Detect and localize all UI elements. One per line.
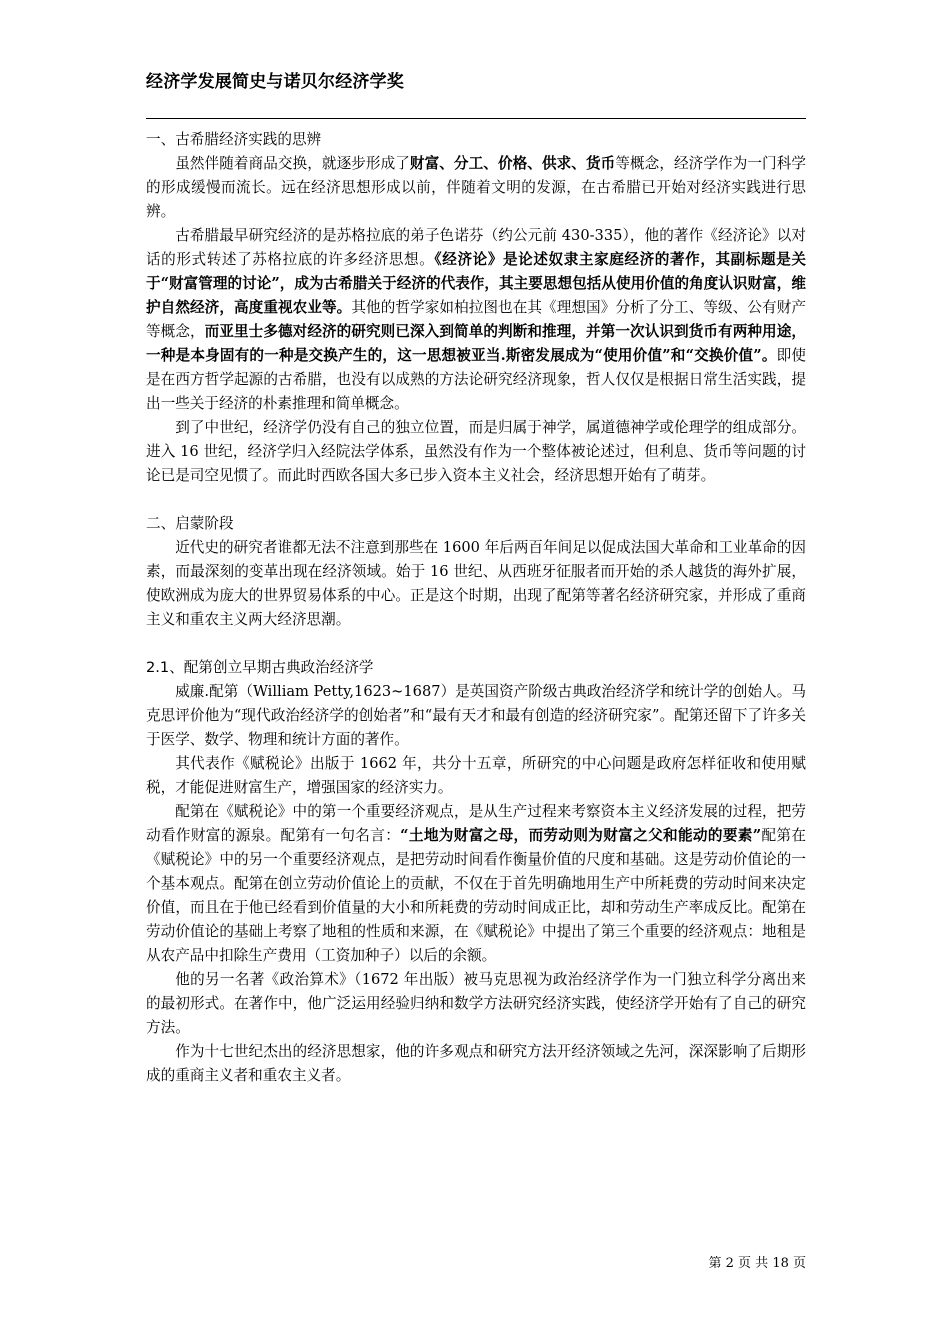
bold-aristotle: 而亚里士多德对经济的研究则已深入到简单的判断和推理，并第一次认识到货币有两种用途，一种是本身固有的一种是交换产生的，这一思想被亚当.斯密发展成为“使用价值”和“交换价值”。 xyxy=(146,323,806,364)
paragraph-petty-legacy: 作为十七世纪杰出的经济思想家，他的许多观点和研究方法开经济领域之先河，深深影响了后期形成的重商主义者和重农主义者。 xyxy=(146,1043,806,1084)
paragraph-middle-ages: 到了中世纪，经济学仍没有自己的独立位置，而是归属于神学，属道德神学或伦理学的组成部分。进入 16 世纪，经济学归入经院法学体系，虽然没有作为一个整体被论述过，但利息、货币等问题的讨论已是司空见惯了。而此时西欧各国大多已步入资本主义社会，经济思想开始有了萌芽。 xyxy=(146,419,806,484)
paragraph-labour-value: 配第在《赋税论》中的第一个重要经济观点，是从生产过程来考察资本主义经济发展的过程，把劳动看作财富的源泉。配第有一句名言：“土地为财富之母，而劳动则为财富之父和能动的要素”配第在《赋税论》中的另一个重要经济观点，是把劳动时间看作衡量价值的尺度和基础。这是劳动价值论的一个基本观点。配第在创立劳动价值论上的贡献，不仅在于首先明确地用生产中所耗费的劳动时间来决定价值，而且在于他已经看到价值量的大小和所耗费的劳动时间成正比，却和劳动生产率成反比。配第在劳动价值论的基础上考察了地租的性质和来源，在《赋税论》中提出了第三个重要的经济观点：地租是从农产品中扣除生产费用（工资加种子）以后的余额。 xyxy=(146,803,806,964)
paragraph-political-arithmetic: 他的另一名著《政治算术》（1672 年出版）被马克思视为政治经济学作为一门独立科学分离出来的最初形式。在著作中，他广泛运用经验归纳和数学方法研究经济实践，使经济学开始有了自己的研究方法。 xyxy=(146,971,806,1036)
bold-concepts: 财富、分工、价格、供求、货币 xyxy=(409,155,616,172)
document-body xyxy=(146,128,806,1088)
bold-petty-quote: “土地为财富之母，而劳动则为财富之父和能动的要素” xyxy=(400,827,762,844)
header-rule xyxy=(146,118,806,119)
section-heading-enlightenment: 二、启蒙阶段 xyxy=(146,515,234,532)
paragraph-enlightenment: 近代史的研究者谁都无法不注意到那些在 1600 年后两百年间足以促成法国大革命和工业革命的因素，而最深刻的变革出现在经济领域。始于 16 世纪、从西班牙征服者而开始的杀人越货的海外扩展，使欧洲成为庞大的世界贸易体系的中心。正是这个时期，出现了配第等著名经济研究家，并形成了重商主义和重农主义两大经济思潮。 xyxy=(146,539,806,628)
paragraph-treatise-taxes: 其代表作《赋税论》出版于 1662 年，共分十五章，所研究的中心问题是政府怎样征收和使用赋税，才能促进财富生产，增强国家的经济实力。 xyxy=(146,755,806,796)
page-number: 第 2 页 共 18 页 xyxy=(708,1256,806,1271)
bold-oeconomicus: 《经济论》是论述奴隶主家庭经济的著作，其副标题是关于“财富管理的讨论”，成为古希腊关于经济的代表作，其主要思想包括从使用价值的角度认识财富，维护自然经济，高度重视农业等。 xyxy=(146,251,806,316)
paragraph-xenophon: 古希腊最早研究经济的是苏格拉底的弟子色诺芬（约公元前 430-335），他的著作《经济论》以对话的形式转述了苏格拉底的许多经济思想。《经济论》是论述奴隶主家庭经济的著作，其副标题是关于“财富管理的讨论”，成为古希腊关于经济的代表作，其主要思想包括从使用价值的角度认识财富，维护自然经济，高度重视农业等。其他的哲学家如柏拉图也在其《理想国》分析了分工、等级、公有财产等概念，而亚里士多德对经济的研究则已深入到简单的判断和推理，并第一次认识到货币有两种用途，一种是本身固有的一种是交换产生的，这一思想被亚当.斯密发展成为“使用价值”和“交换价值”。即使是在西方哲学起源的古希腊，也没有以成熟的方法论研究经济现象，哲人仅仅是根据日常生活实践，提出一些关于经济的朴素推理和简单概念。 xyxy=(146,227,806,412)
paragraph-petty-intro: 威廉.配第（William Petty,1623~1687）是英国资产阶级古典政治经济学和统计学的创始人。马克思评价他为“现代政治经济学的创始者”和“最有天才和最有创造的经济研究家”。配第还留下了许多关于医学、数学、物理和统计方面的著作。 xyxy=(146,683,806,748)
section-heading-ancient-greece: 一、古希腊经济实践的思辨 xyxy=(146,131,322,148)
document-title: 经济学发展简史与诺贝尔经济学奖 xyxy=(146,72,404,92)
section-heading-petty: 2.1、配第创立早期古典政治经济学 xyxy=(146,659,374,676)
paragraph-concepts: 虽然伴随着商品交换，就逐步形成了财富、分工、价格、供求、货币等概念，经济学作为一门科学的形成缓慢而流长。远在经济思想形成以前，伴随着文明的发源，在古希腊已开始对经济实践进行思辨。 xyxy=(146,155,806,220)
